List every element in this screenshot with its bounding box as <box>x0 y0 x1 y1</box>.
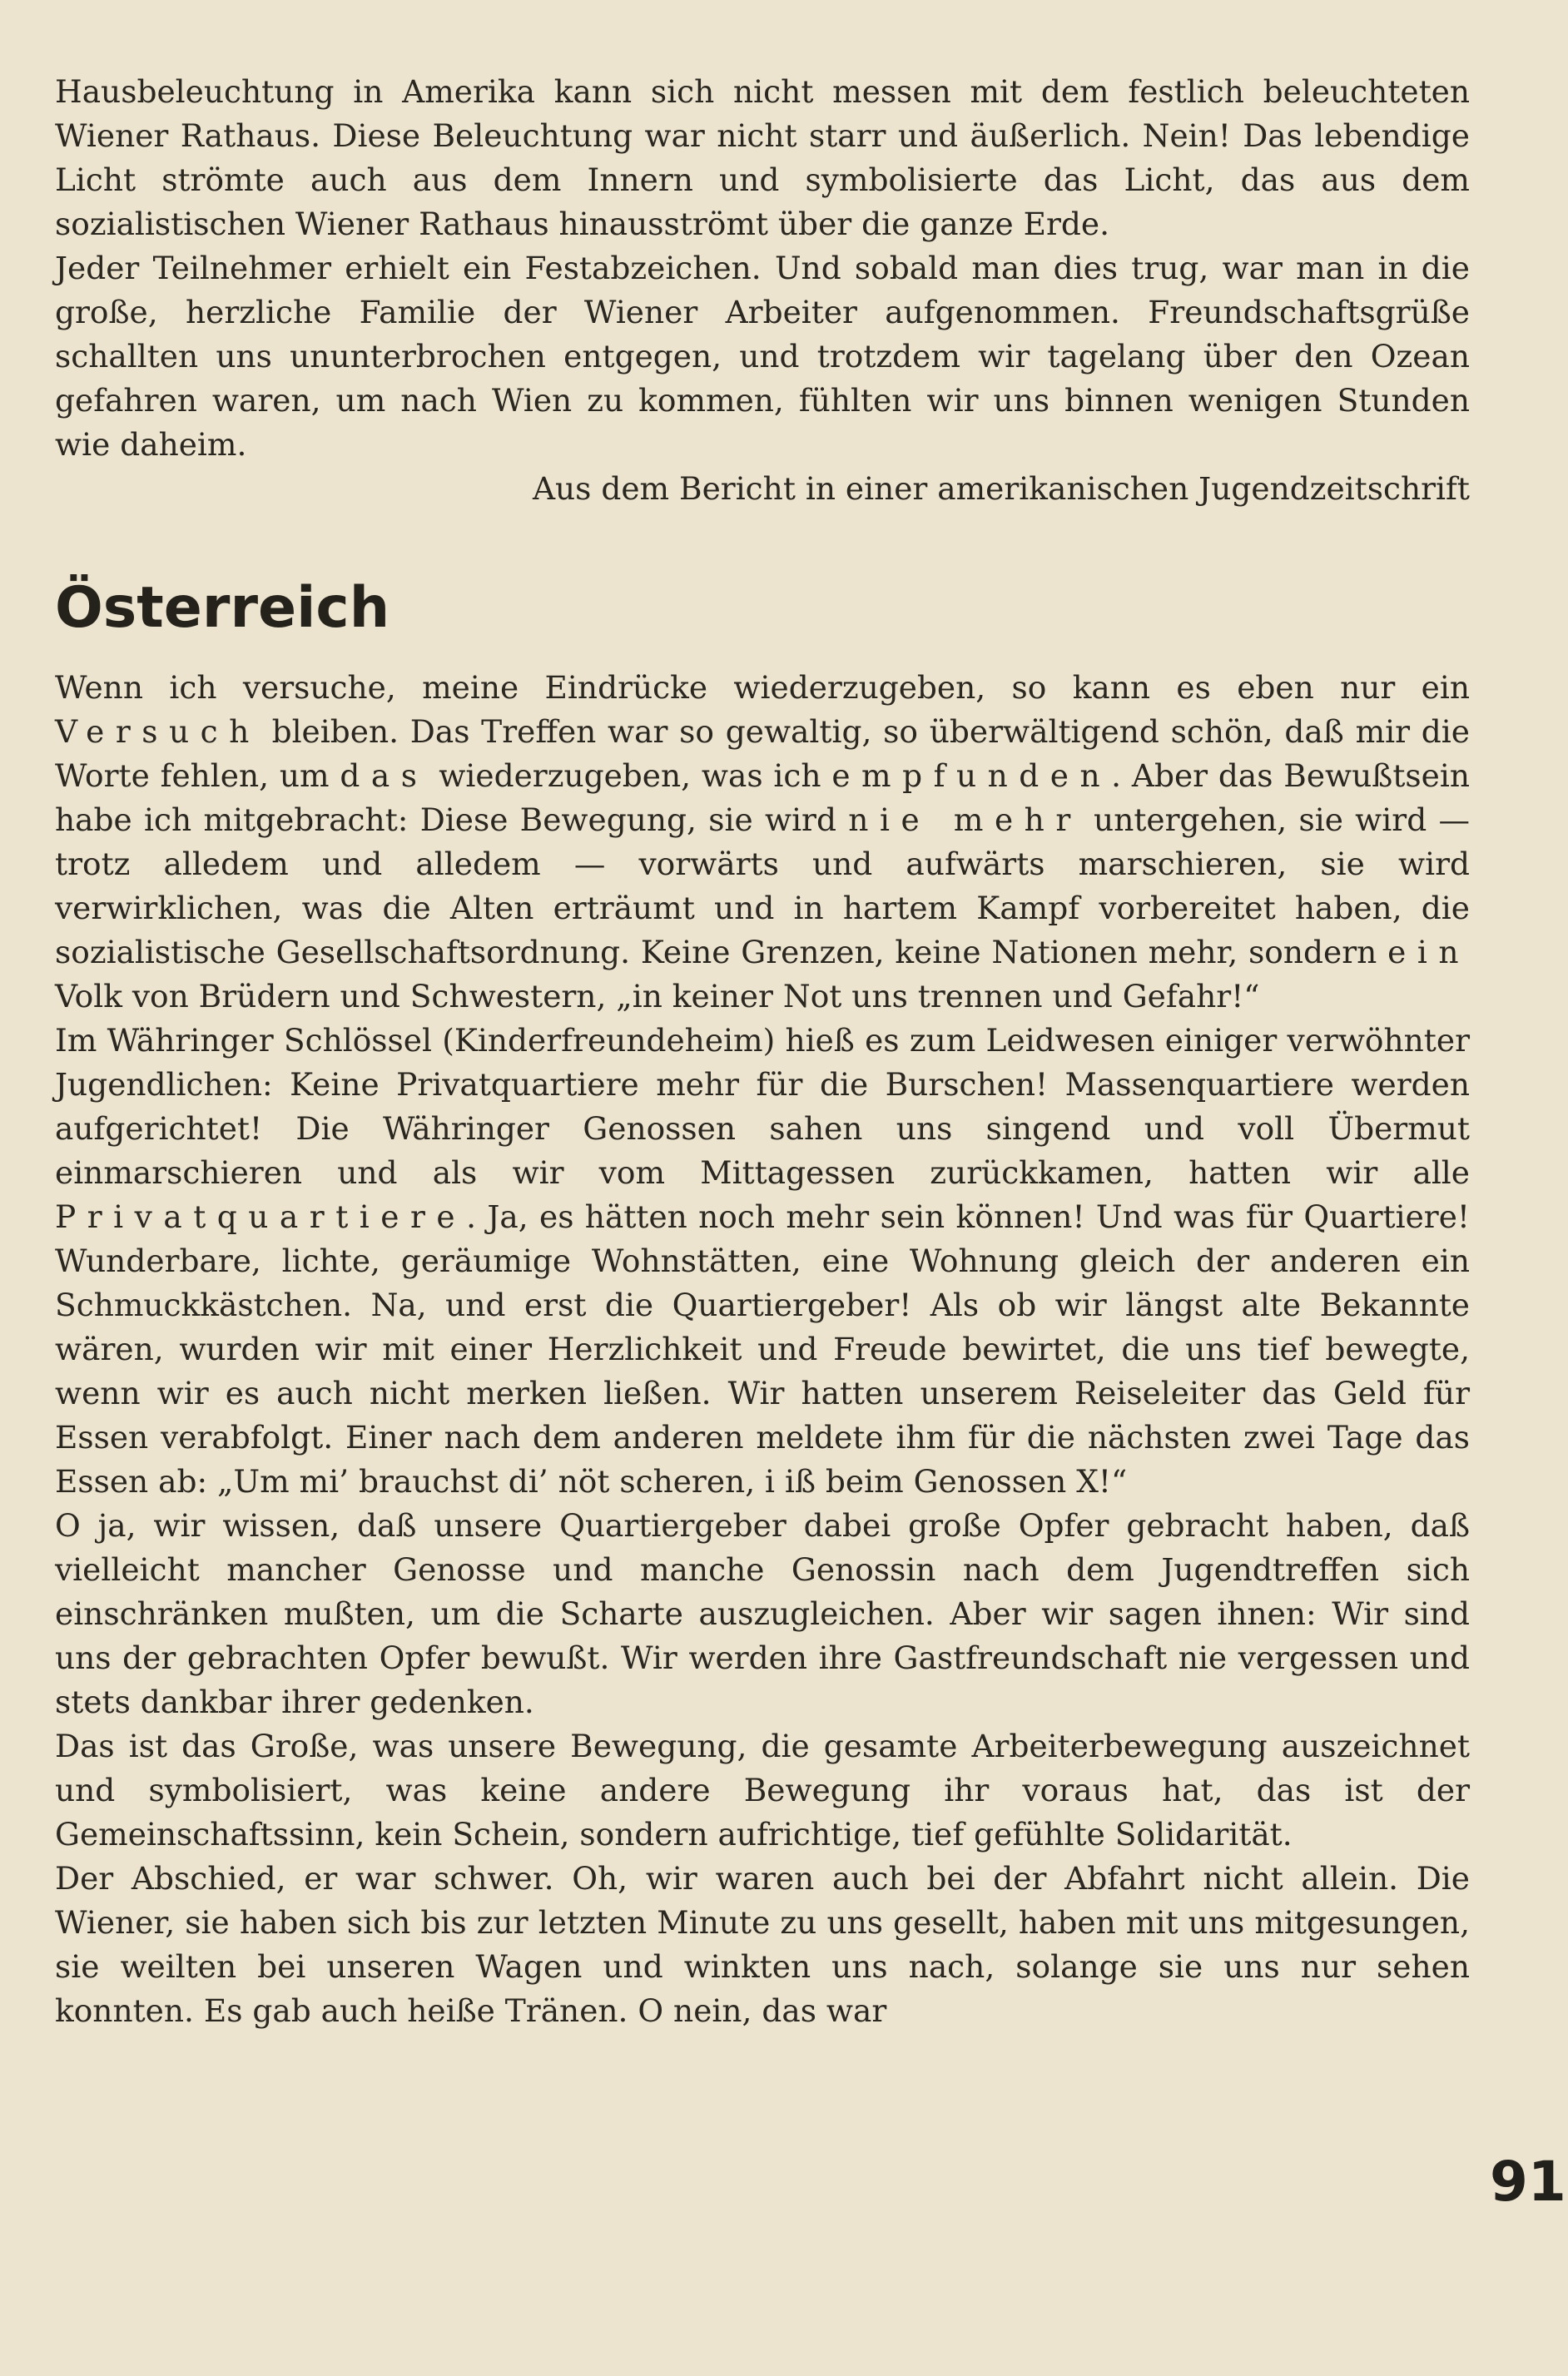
section-heading: Österreich <box>55 575 390 641</box>
emphasis-versuch: Versuch <box>55 713 261 750</box>
paragraph-gemeinschaftssinn: Das ist das Große, was unsere Bewegung, die gesamte Arbeiterbewegung auszeichnet und symbolisiert, was keine andere Bewegung ihr voraus hat, das ist der Gemeinschaftssinn, kein Schein, sondern aufrichtige, tief gefühlte Solidarität. <box>55 1728 1470 1853</box>
emphasis-empfunden: empfunden <box>831 757 1112 794</box>
paragraph-festabzeichen: Jeder Teilnehmer erhielt ein Festabzeichen. Und sobald man dies trug, war man in die große, herzliche Familie der Wiener Arbeiter aufgenommen. Freundschaftsgrüße schallten uns ununterbrochen entgegen, und trotzdem wir tagelang über den Ozean gefahren waren, um nach Wien zu kommen, fühlten wir uns binnen wenigen Stunden wie daheim. <box>55 250 1470 463</box>
source-attribution: Aus dem Bericht in einer amerikanischen Jugendzeitschrift <box>532 470 1470 507</box>
page-body <box>55 70 1470 2033</box>
emphasis-nie-mehr: nie mehr <box>848 801 1082 838</box>
paragraph-abschied: Der Abschied, er war schwer. Oh, wir waren auch bei der Abfahrt nicht allein. Die Wiener, sie haben sich bis zur letzten Minute zu uns gesellt, haben mit uns mitgesungen, sie weilten bei unseren Wagen und winkten uns nach, solange sie uns nur sehen konnten. Es gab auch heiße Tränen. O nein, das war <box>55 1860 1470 2029</box>
page-number: 91 <box>1490 2150 1566 2214</box>
emphasis-privatquartiere: Privatquartiere <box>55 1198 467 1235</box>
paragraph-quartiergeber-opfer: O ja, wir wissen, daß unsere Quartiergeber dabei große Opfer gebracht haben, daß vielleicht mancher Genosse und manche Genossin nach dem Jugendtreffen sich einschränken mußten, um die Scharte auszugleichen. Aber wir sagen ihnen: Wir sind uns der gebrachten Opfer bewußt. Wir werden ihre Gastfreundschaft nie vergessen und stets dankbar ihrer gedenken. <box>55 1507 1470 1720</box>
emphasis-ein: ein <box>1387 934 1470 970</box>
emphasis-das: das <box>340 757 429 794</box>
paragraph-waehringer-schloessel: Im Währinger Schlössel (Kinderfreundeheim) hieß es zum Leidwesen einiger verwöhnter Jugendlichen: Keine Privatquartiere mehr für die Burschen! Massenquartiere werden aufgerichtet! Die Währinger Genossen sahen uns singend und voll Übermut einmarschieren und als wir vom Mittagessen zurückkamen, hatten wir alle Privatquartiere. Ja, es hätten noch mehr sein können! Und was für Quartiere! Wunderbare, lichte, geräumige Wohnstätten, eine Wohnung gleich der anderen ein Schmuckkästchen. Na, und erst die Quartiergeber! Als ob wir längst alte Bekannte wären, wurden wir mit einer Herzlichkeit und Freude bewirtet, die uns tief bewegte, wenn wir es auch nicht merken ließen. Wir hatten unserem Reiseleiter das Geld für Essen verabfolgt. Einer nach dem anderen meldete ihm für die nächsten zwei Tage das Essen ab: „Um mi’ brauchst di’ nöt scheren, i iß beim Genossen X!“ <box>55 1022 1470 1500</box>
paragraph-rathaus-illumination: Hausbeleuchtung in Amerika kann sich nicht messen mit dem festlich beleuchteten Wiener Rathaus. Diese Beleuchtung war nicht starr und äußerlich. Nein! Das lebendige Licht strömte auch aus dem Innern und symbolisierte das Licht, das aus dem sozialistischen Wiener Rathaus hinausströmt über die ganze Erde. <box>55 73 1470 242</box>
paragraph-eindruecke: Wenn ich versuche, meine Eindrücke wiederzugeben, so kann es eben nur ein Versuch bleiben. Das Treffen war so gewaltig, so überwältigend schön, daß mir die Worte fehlen, um das wiederzugeben, was ich empfunden. Aber das Bewußtsein habe ich mitgebracht: Diese Bewegung, sie wird nie mehr untergehen, sie wird — trotz alledem und alledem — vorwärts und aufwärts marschieren, sie wird verwirklichen, was die Alten erträumt und in hartem Kampf vorbereitet haben, die sozialistische Gesellschaftsordnung. Keine Grenzen, keine Nationen mehr, sondern ein Volk von Brüdern und Schwestern, „in keiner Not uns trennen und Gefahr!“ <box>55 669 1470 1014</box>
